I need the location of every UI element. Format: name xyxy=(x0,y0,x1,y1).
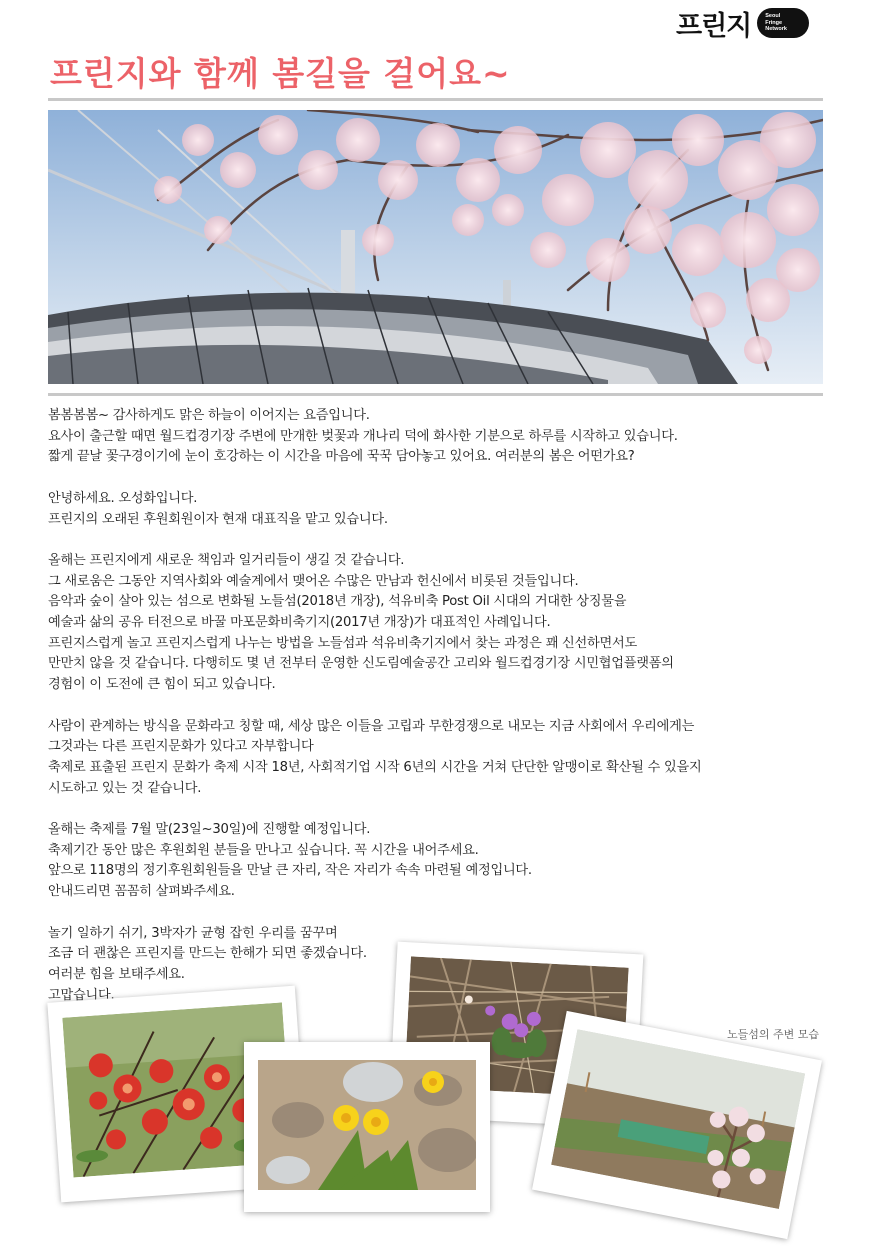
text-line: 놀기 일하기 쉬기, 3박자가 균형 잡힌 우리를 꿈꾸며 xyxy=(48,925,338,941)
text-line: 사람이 관계하는 방식을 문화라고 칭할 때, 세상 많은 이들을 고립과 무한경쟁으로 내모는 지금 사회에서 우리에게는 xyxy=(48,718,695,734)
text-line: 프린지의 오래된 후원회원이자 현재 대표직을 맡고 있습니다. xyxy=(48,511,388,527)
text-line: 프린지스럽게 놀고 프린지스럽게 나누는 방법을 노들섬과 석유비축기지에서 찾는 과정은 꽤 신선하면서도 xyxy=(48,635,637,651)
photo-dandelions xyxy=(244,1042,490,1212)
text-line: 올해는 프린지에게 새로운 책임과 일거리들이 생길 것 같습니다. xyxy=(48,552,405,568)
text-line: 요사이 출근할 때면 월드컵경기장 주변에 만개한 벚꽃과 개나리 덕에 화사한 기분으로 하루를 시작하고 있습니다. xyxy=(48,428,678,444)
text-line: 봄봄봄봄~ 감사하게도 맑은 하늘이 이어지는 요즘입니다. xyxy=(48,408,370,423)
text-line: 짧게 끝날 꽃구경이기에 눈이 호강하는 이 시간을 마음에 꾹꾹 담아놓고 있어요. 여러분의 봄은 어떤가요? xyxy=(48,449,635,465)
text-line: 음악과 숲이 살아 있는 섬으로 변화될 노들섬(2018년 개장), 석유비축 Post Oil 시대의 거대한 상징물을 xyxy=(48,594,627,610)
bottom-divider xyxy=(48,393,823,396)
paragraph xyxy=(48,717,838,800)
logo-badge xyxy=(757,8,809,38)
hero-photo-cherry-blossoms xyxy=(48,110,823,384)
text-line: 예술과 삶의 공유 터전으로 바꿀 마포문화비축기지(2017년 개장)가 대표적인 사례입니다. xyxy=(48,615,551,630)
paragraph xyxy=(48,551,838,696)
photo-nodeul-island xyxy=(532,1011,822,1239)
text-line: 안녕하세요. 오성화입니다. xyxy=(48,490,198,506)
top-divider xyxy=(48,98,823,101)
brand-logo xyxy=(676,6,809,40)
badge-line: Fringe xyxy=(765,19,783,26)
badge-line: Network xyxy=(765,26,787,33)
paragraph xyxy=(48,406,838,468)
text-line: 축제로 표출된 프린지 문화가 축제 시작 18년, 사회적기업 시작 6년의 시간을 거쳐 단단한 알맹이로 확산될 수 있을지 xyxy=(48,759,702,775)
badge-line: Seoul xyxy=(765,13,781,20)
text-line: 만만치 않을 것 같습니다. 다행히도 몇 년 전부터 운영한 신도림예술공간 고리와 월드컵경기장 시민협업플랫폼의 xyxy=(48,656,674,672)
text-line: 축제기간 동안 많은 후원회원 분들을 만나고 싶습니다. 꼭 시간을 내어주세요. xyxy=(48,842,479,858)
text-line: 여러분 힘을 보태주세요. xyxy=(48,966,185,982)
text-line: 고맙습니다. xyxy=(48,987,115,1003)
text-line: 그것과는 다른 프린지문화가 있다고 자부합니다 xyxy=(48,739,314,755)
page-title: 프린지와 함께 봄길을 걸어요~ xyxy=(50,54,511,93)
text-line: 올해는 축제를 7월 말(23일~30일)에 진행할 예정입니다. xyxy=(48,822,371,837)
photo-caption: 노들섬의 주변 모습 xyxy=(727,1028,820,1041)
letter-body xyxy=(48,406,838,1027)
text-line: 경험이 이 도전에 큰 힘이 되고 있습니다. xyxy=(48,677,276,693)
text-line: 앞으로 118명의 정기후원회원들을 만날 큰 자리, 작은 자리가 속속 마련될 예정입니다. xyxy=(48,863,532,879)
paragraph xyxy=(48,489,838,530)
text-line: 그 새로움은 그동안 지역사회와 예술계에서 맺어온 수많은 만남과 헌신에서 비롯된 것들입니다. xyxy=(48,573,579,589)
paragraph xyxy=(48,820,838,903)
logo-wordmark: 프린지 xyxy=(676,10,752,42)
text-line: 안내드리면 꼼꼼히 살펴봐주세요. xyxy=(48,884,235,900)
text-line: 조금 더 괜찮은 프린지를 만드는 한해가 되면 좋겠습니다. xyxy=(48,946,367,962)
text-line: 시도하고 있는 것 같습니다. xyxy=(48,780,202,796)
